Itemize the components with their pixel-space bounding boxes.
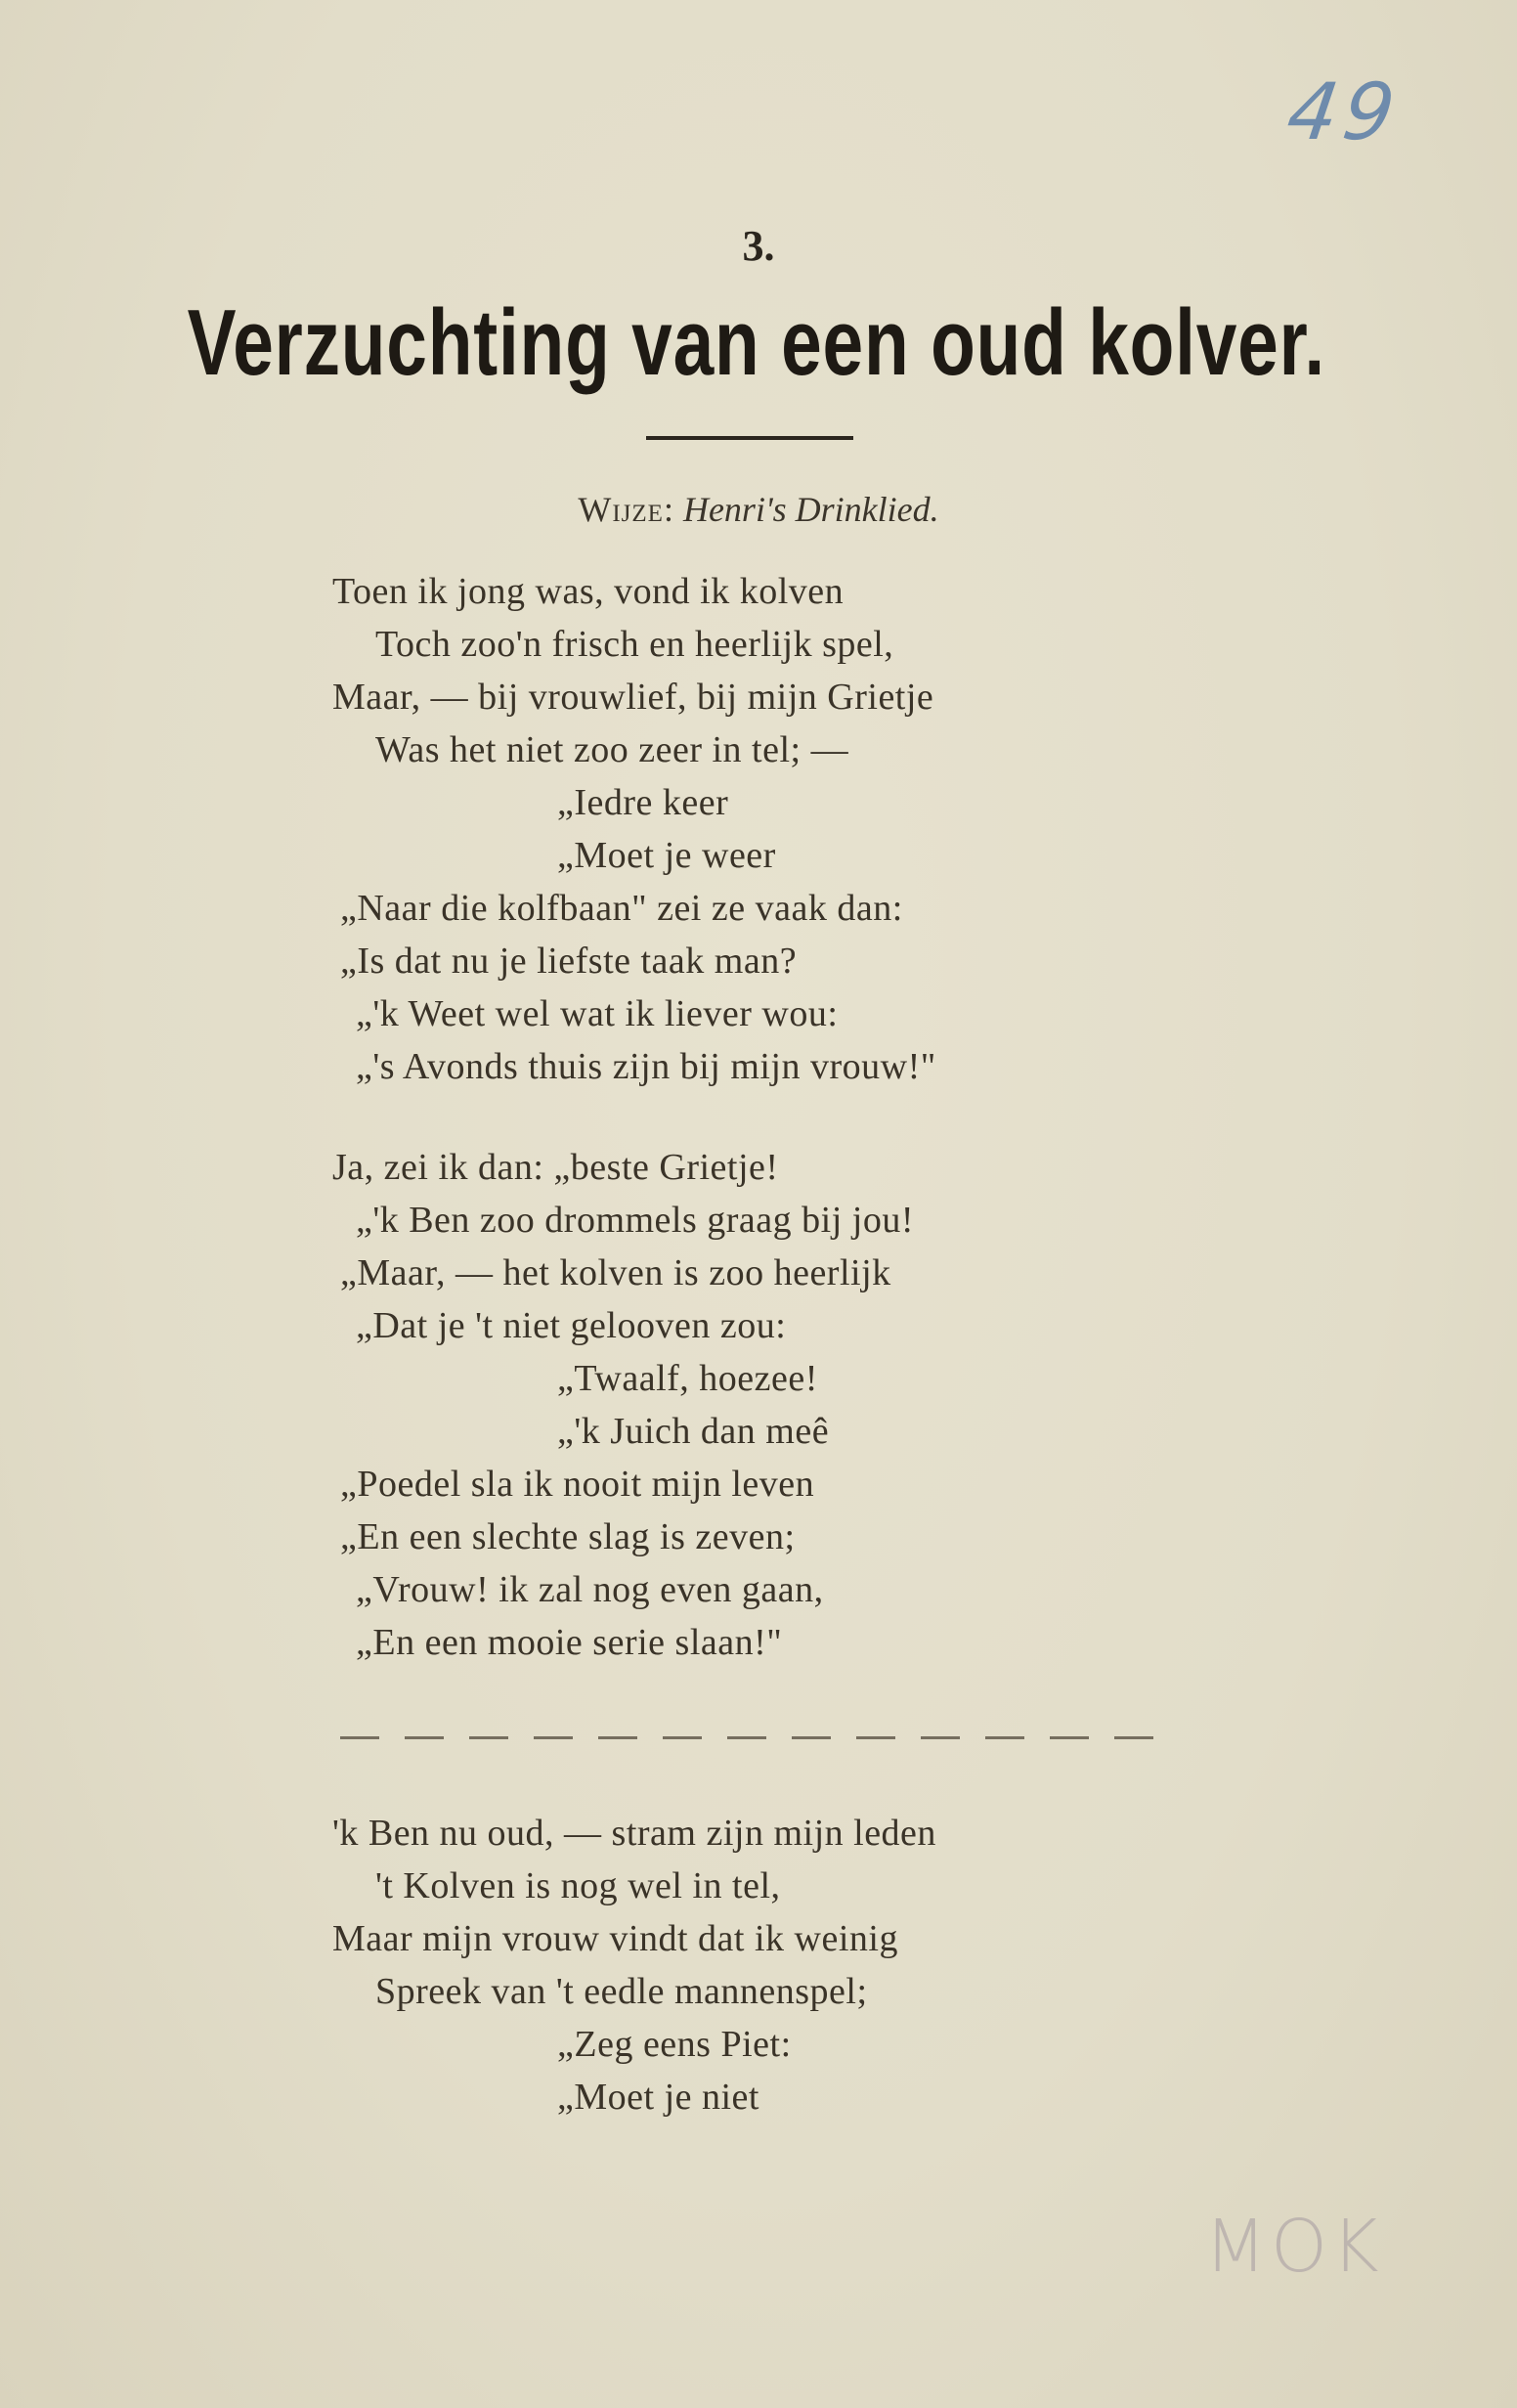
verse-line: „Poedel sla ik nooit mijn leven	[340, 1464, 815, 1505]
stanza-1	[332, 565, 1212, 1093]
verse-line: „'k Weet wel wat ik liever wou:	[356, 993, 839, 1034]
faded-stamp-mark: MOK	[1204, 2205, 1383, 2289]
verse-line: „En een mooie serie slaan!"	[356, 1622, 783, 1663]
verse-line: Ja, zei ik dan: „beste Grietje!	[332, 1147, 779, 1188]
title-divider	[646, 436, 853, 440]
verse-line: 'k Ben nu oud, — stram zijn mijn leden	[332, 1813, 936, 1854]
verse-line: Maar mijn vrouw vindt dat ik weinig	[332, 1918, 898, 1959]
verse-line: „'k Juich dan meê	[557, 1411, 830, 1452]
verse-line: Maar, — bij vrouwlief, bij mijn Grietje	[332, 677, 934, 718]
song-title: Verzuchting van een oud kolver.	[187, 290, 1325, 395]
song-number: 3.	[742, 222, 775, 270]
verse-line: „'s Avonds thuis zijn bij mijn vrouw!"	[356, 1046, 936, 1087]
stanza-3	[332, 1807, 1212, 2123]
verse-line: Toen ik jong was, vond ik kolven	[332, 571, 845, 612]
verse-line: 't Kolven is nog wel in tel,	[375, 1865, 781, 1906]
verse-line: „Iedre keer	[557, 782, 729, 823]
verse-line: „Naar die kolfbaan" zei ze vaak dan:	[340, 888, 903, 929]
dashed-section-divider	[340, 1736, 1173, 1739]
verse-line: „Twaalf, hoezee!	[557, 1358, 818, 1399]
handwritten-page-number: 49	[1281, 66, 1407, 157]
stanza-2	[332, 1141, 1212, 1669]
verse-line: „En een slechte slag is zeven;	[340, 1516, 796, 1557]
verse-line: „Moet je niet	[557, 2077, 759, 2118]
verse-line: Was het niet zoo zeer in tel; —	[375, 729, 849, 770]
verse-line: „Maar, — het kolven is zoo heerlijk	[340, 1252, 891, 1293]
verse-line: „Zeg eens Piet:	[557, 2024, 792, 2065]
tune-label: Wijze:	[578, 490, 674, 529]
verse-line: „Moet je weer	[557, 835, 776, 876]
tune-line	[0, 489, 1517, 530]
verse-line: „Is dat nu je liefste taak man?	[340, 941, 798, 982]
verse-line: Toch zoo'n frisch en heerlijk spel,	[375, 624, 894, 665]
verse-line: „'k Ben zoo drommels graag bij jou!	[356, 1200, 914, 1241]
tune-name: Henri's Drinklied.	[682, 490, 939, 529]
verse-line: „Vrouw! ik zal nog even gaan,	[356, 1569, 824, 1610]
verse-line: „Dat je 't niet gelooven zou:	[356, 1305, 787, 1346]
verse-line: Spreek van 't eedle mannenspel;	[375, 1971, 868, 2012]
